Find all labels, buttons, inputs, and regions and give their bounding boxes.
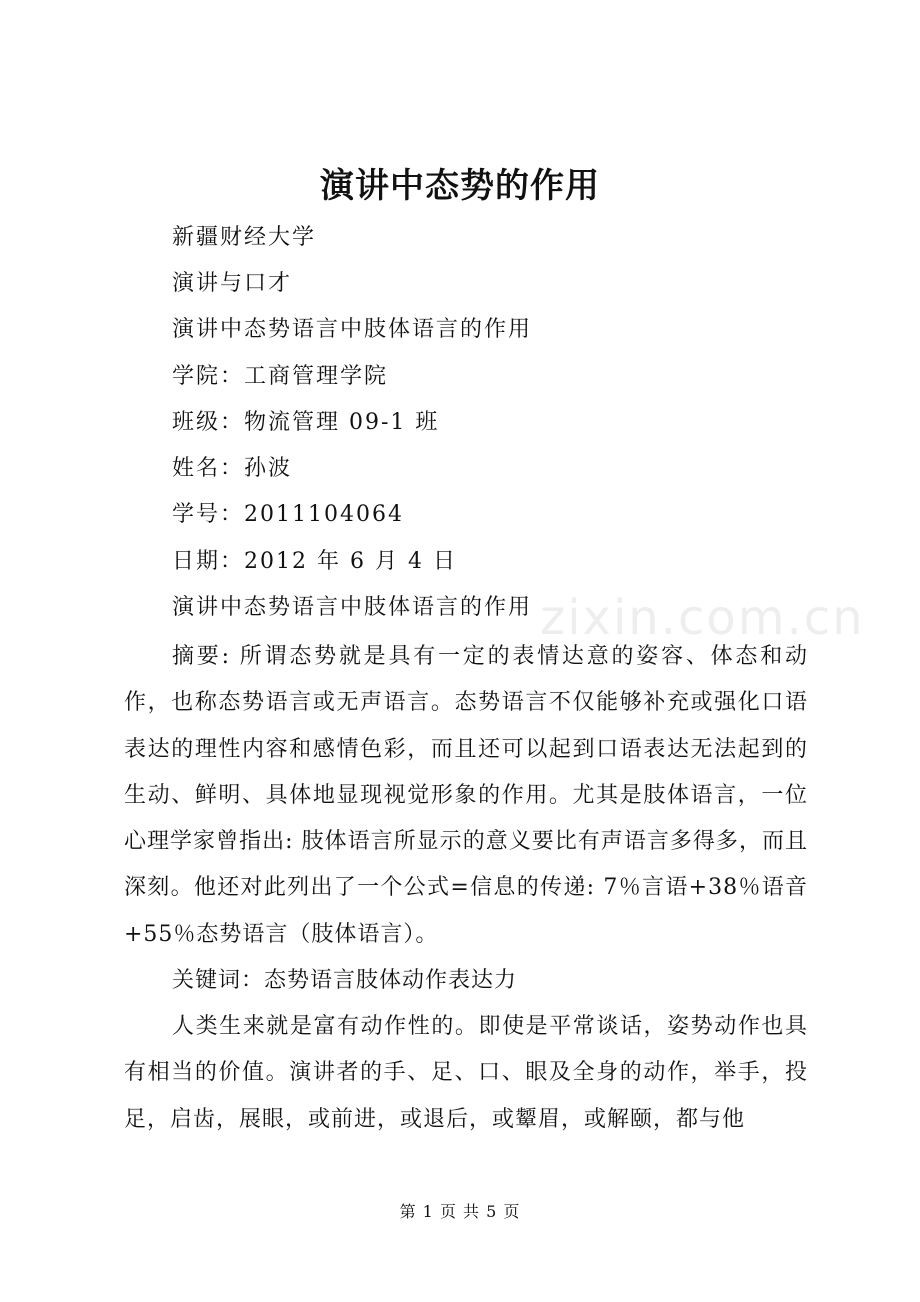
meta-subtitle: 演讲中态势语言中肢体语言的作用	[172, 595, 533, 620]
keywords-paragraph: 关键词：态势语言肢体动作表达力	[172, 968, 518, 993]
document-title: 演讲中态势的作用	[320, 166, 600, 206]
meta-topic: 演讲中态势语言中肢体语言的作用	[172, 317, 533, 342]
body-paragraph: 人类生来就是富有动作性的。即使是平常谈话，姿势动作也具有相当的价值。演讲者的手、足、口、眼及全身的动作，举手，投足，启齿，展眼，或前进，或退后，或颦眉，或解颐，都与他	[124, 1014, 808, 1132]
meta-university: 新疆财经大学	[172, 225, 317, 250]
meta-class: 班级：物流管理 09-1 班	[172, 410, 440, 435]
meta-student-id: 学号：2011104064	[172, 502, 404, 527]
meta-course: 演讲与口才	[172, 271, 293, 296]
page-footer: 第 1 页 共 5 页	[399, 1202, 521, 1221]
meta-college: 学院：工商管理学院	[172, 364, 389, 389]
meta-name: 姓名：孙波	[172, 456, 293, 481]
watermark: zixin.com.cn	[540, 590, 865, 646]
abstract-paragraph: 摘要: 所谓态势就是具有一定的表情达意的姿容、体态和动作，也称态势语言或无声语言。态势语言不仅能够补充或强化口语表达的理性内容和感情色彩，而且还可以起到口语表达无法起到的生动、鲜明、具体地显现视觉形象的作用。尤其是肢体语言，一位心理学家曾指出: 肢体语言所显示的意义要比有声语言多得多，而且深刻。他还对此列出了一个公式=信息的传递: 7％言语+38％语音+55％态势语言（肢体语言）。	[124, 644, 808, 947]
meta-date: 日期：2012 年 6 月 4 日	[172, 549, 457, 574]
